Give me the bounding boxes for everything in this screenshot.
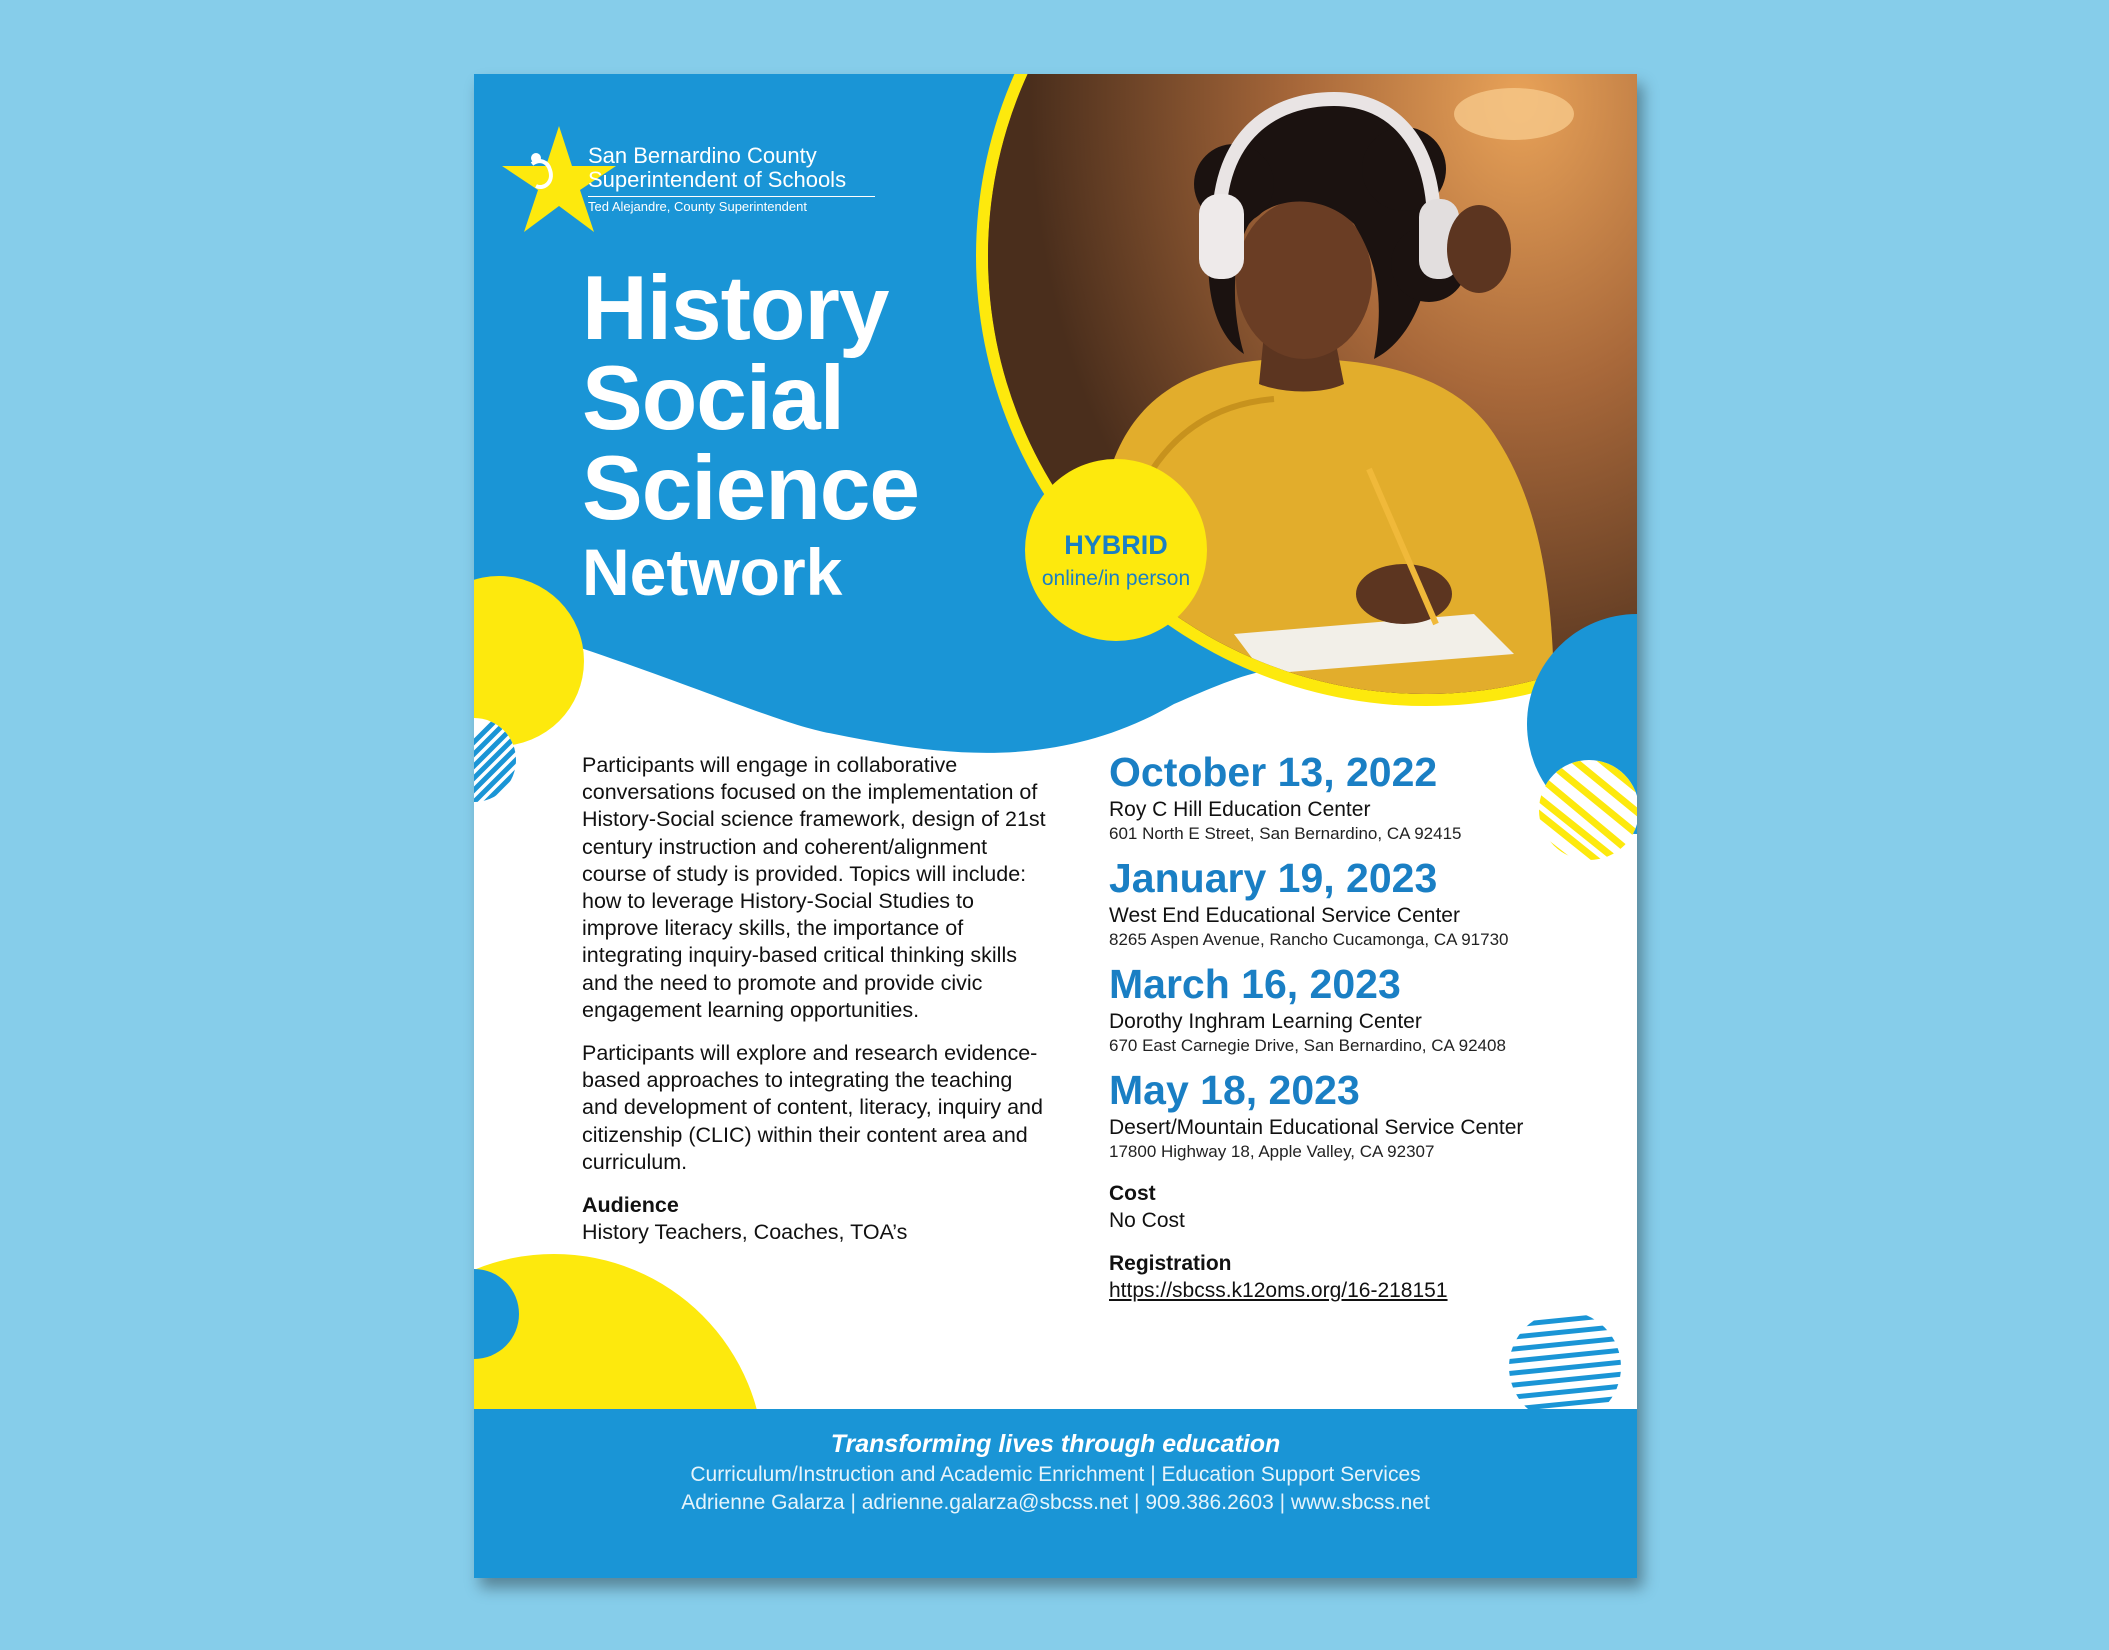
event-venue: Roy C Hill Education Center bbox=[1109, 798, 1371, 821]
org-superintendent: Ted Alejandre, County Superintendent bbox=[588, 196, 875, 214]
event-item bbox=[1109, 961, 1589, 1056]
event-address: 670 East Carnegie Drive, San Bernardino, CA 92408 bbox=[1109, 1036, 1506, 1055]
title-line4: Network bbox=[582, 535, 843, 610]
cost-block bbox=[1109, 1180, 1589, 1234]
event-date: January 19, 2023 bbox=[1109, 855, 1438, 901]
footer-contact: Adrienne Galarza | adrienne.galarza@sbcss.net | 909.386.2603 | www.sbcss.net bbox=[681, 1491, 1430, 1514]
cost-label: Cost bbox=[1109, 1182, 1156, 1205]
event-date: May 18, 2023 bbox=[1109, 1067, 1360, 1113]
org-name-line2: Superintendent of Schools bbox=[588, 167, 847, 193]
registration-block bbox=[1109, 1250, 1589, 1304]
registration-link[interactable]: https://sbcss.k12oms.org/16-218151 bbox=[1109, 1279, 1448, 1302]
audience-label: Audience bbox=[582, 1193, 679, 1218]
footer-tagline: Transforming lives through education bbox=[830, 1430, 1281, 1458]
hybrid-badge bbox=[1025, 530, 1207, 591]
event-date: October 13, 2022 bbox=[1109, 749, 1438, 795]
event-item bbox=[1109, 749, 1589, 844]
description-paragraph-2: Participants will explore and research evidence-based approaches to integrating the teaching and development of content, literacy, inquiry and citizenship (CLIC) within their content area and curriculum. bbox=[582, 1041, 1043, 1174]
description bbox=[582, 752, 1052, 1246]
cost-value: No Cost bbox=[1109, 1209, 1185, 1232]
org-logo bbox=[588, 144, 875, 215]
footer bbox=[474, 1409, 1637, 1578]
event-address: 8265 Aspen Avenue, Rancho Cucamonga, CA 91730 bbox=[1109, 930, 1509, 949]
event-address: 601 North E Street, San Bernardino, CA 92415 bbox=[1109, 824, 1462, 843]
audience-value: History Teachers, Coaches, TOA’s bbox=[582, 1220, 908, 1245]
event-venue: Desert/Mountain Educational Service Center bbox=[1109, 1116, 1524, 1139]
event-venue: West End Educational Service Center bbox=[1109, 904, 1460, 927]
title-line2: Social bbox=[582, 348, 845, 450]
event-list bbox=[1109, 749, 1589, 1304]
badge-main: HYBRID bbox=[1064, 530, 1168, 560]
title-line1: History bbox=[582, 258, 889, 359]
footer-departments: Curriculum/Instruction and Academic Enrichment | Education Support Services bbox=[690, 1463, 1421, 1486]
title-line3: Science bbox=[582, 438, 920, 540]
event-item bbox=[1109, 855, 1589, 950]
event-flyer bbox=[474, 74, 1637, 1578]
event-venue: Dorothy Inghram Learning Center bbox=[1109, 1010, 1422, 1033]
event-address: 17800 Highway 18, Apple Valley, CA 92307 bbox=[1109, 1142, 1435, 1161]
description-paragraph-1: Participants will engage in collaborative conversations focused on the implementation of History-Social science framework, design of 21st century instruction and coherent/alignment course of study is provided. Topics will include: how to leverage History-Social Studies to improve literacy skills, the importance of integrating inquiry-based critical thinking skills and the need to promote and provide civic engagement learning opportunities. bbox=[582, 753, 1046, 1022]
event-item bbox=[1109, 1067, 1589, 1162]
event-date: March 16, 2023 bbox=[1109, 961, 1401, 1007]
org-name-line1: San Bernardino County bbox=[588, 143, 817, 168]
registration-label: Registration bbox=[1109, 1252, 1232, 1275]
page-title bbox=[582, 258, 920, 610]
badge-sub: online/in person bbox=[1041, 567, 1191, 590]
